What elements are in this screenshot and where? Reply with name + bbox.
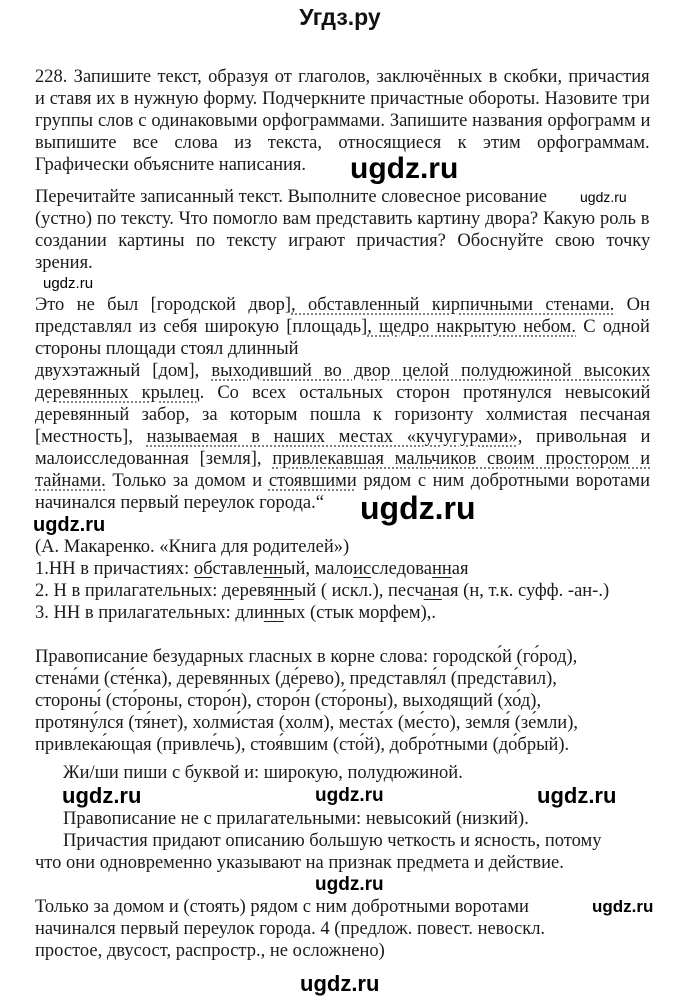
- text-segment: выпишите все слова из текста, относящиеся к этим орфограммам.: [35, 133, 650, 153]
- text-segment: 228. Запишите текст, образуя от глаголов, заключённых в скобки, причастия: [35, 67, 650, 87]
- text-segment: Только за домом и (стоять) рядом с ним добротными воротами: [35, 897, 529, 917]
- watermark: ugdz.ru: [580, 189, 627, 205]
- text-segment: стороны́ (сто́роны, сторо́н), сторо́н (сто́роны), выходящий (хо́д),: [35, 691, 542, 711]
- underlined-letters: нн: [431, 559, 452, 579]
- text-segment: простое, двусост, распростр., не осложнено): [35, 941, 385, 961]
- text-line: [35, 690, 541, 712]
- text-line: [35, 132, 650, 154]
- text-segment: ставле: [212, 559, 264, 579]
- text-line: [35, 404, 650, 426]
- text-line: [35, 558, 469, 580]
- text-line: [35, 186, 547, 208]
- watermark: ugdz.ru: [33, 514, 106, 536]
- underlined-letters: нн: [263, 603, 284, 623]
- text-line: [35, 88, 650, 110]
- text-segment: ый ( искл.), песч: [293, 581, 424, 601]
- text-segment: (устно) по тексту. Что помогло вам представить картину двора? Какую роль в: [35, 209, 650, 229]
- text-segment: 3. НН в прилагательных: дли: [35, 603, 264, 623]
- text-line: [35, 154, 306, 176]
- underlined-letters: об: [193, 559, 213, 579]
- text-segment: [местность],: [35, 427, 147, 447]
- text-segment: (А. Макаренко. «Книга для родителей»): [35, 537, 350, 557]
- watermark: ugdz.ru: [300, 971, 380, 996]
- text-segment: ых (стык морфем),.: [283, 603, 437, 623]
- text-line: [63, 830, 601, 852]
- text-segment: Перечитайте записанный текст. Выполните словесное рисование: [35, 187, 547, 207]
- text-line: [35, 940, 385, 962]
- text-line: [35, 252, 93, 274]
- text-line: [35, 602, 436, 624]
- text-segment: создании картины по тексту играют причастия? Обоснуйте свою точку: [35, 231, 651, 251]
- text-segment: ый, мало: [283, 559, 354, 579]
- text-line: [35, 316, 650, 338]
- text-segment: С одной: [576, 317, 650, 337]
- text-line: [35, 852, 564, 874]
- text-segment: деревянный забор, за которым пошла к горизонту холмистая песчаная: [35, 405, 651, 425]
- text-segment: Жи/ши пиши с буквой и: широкую, полудюжиной.: [63, 763, 463, 783]
- watermark: ugdz.ru: [350, 152, 459, 185]
- watermark: ugdz.ru: [315, 785, 384, 806]
- text-segment: и ставя их в нужную форму. Подчеркните причастные обороты. Назовите три: [35, 89, 650, 109]
- underlined-phrase: стоявшими: [268, 471, 357, 491]
- watermark: ugdz.ru: [62, 783, 142, 808]
- text-line: [35, 338, 299, 360]
- watermark: ugdz.ru: [592, 897, 654, 916]
- text-line: [35, 360, 651, 382]
- text-segment: Правописание не с прилагательными: невысокий (низкий).: [63, 809, 529, 829]
- text-segment: стороны площади стоял длинный: [35, 339, 299, 359]
- underlined-letters: нн: [274, 581, 294, 601]
- text-line: [35, 230, 650, 252]
- text-line: [35, 536, 349, 558]
- text-segment: Это не был [городской двор]: [35, 295, 291, 315]
- underlined-phrase: выходивший во двор целой полудюжиной высоких: [211, 361, 651, 381]
- text-line: [35, 712, 578, 734]
- text-segment: привлека́ющая (привле́чь), стоя́вшим (сто́й), добро́тными (до́брый).: [35, 735, 570, 755]
- text-segment: двухэтажный [дом],: [35, 361, 212, 381]
- text-segment: представлял из себя широкую [площадь]: [35, 317, 368, 337]
- text-line: [35, 382, 650, 404]
- text-segment: Причастия придают описанию большую четкость и ясность, потому: [63, 831, 602, 851]
- watermark: ugdz.ru: [360, 490, 476, 526]
- text-line: [35, 208, 650, 230]
- text-segment: Только за домом и: [105, 471, 269, 491]
- text-line: [35, 470, 650, 492]
- text-segment: 2. Н в прилагательных: деревя: [35, 581, 275, 601]
- text-segment: стена́ми (сте́нка), деревянных (де́рево), представля́л (предста́вил),: [35, 669, 557, 689]
- underlined-letters: ис: [353, 559, 372, 579]
- watermark: ugdz.ru: [43, 275, 94, 292]
- text-line: [63, 762, 463, 784]
- text-segment: начинался первый переулок города.“: [35, 493, 324, 513]
- text-line: [35, 734, 569, 756]
- text-segment: . Со всех остальных сторон протянулся невысокий: [199, 383, 651, 403]
- text-segment: Он: [614, 295, 650, 315]
- text-line: [35, 580, 609, 602]
- underlined-phrase: , обставленный кирпичными стенами.: [291, 295, 615, 315]
- watermark: ugdz.ru: [315, 874, 384, 895]
- text-segment: что они одновременно указывают на признак предмета и действие.: [35, 853, 564, 873]
- text-segment: малоисследованная [земля],: [35, 449, 273, 469]
- text-segment: начинался первый переулок города. 4 (предлож. повест. невоскл.: [35, 919, 546, 939]
- text-segment: ая (н, т.к. суфф. -ан-.): [441, 581, 610, 601]
- site-header: Угдз.ру: [299, 4, 381, 30]
- text-line: [63, 808, 529, 830]
- text-segment: группы слов с одинаковыми орфограммами. Запишите названия орфограмм и: [35, 111, 651, 131]
- text-line: [35, 448, 650, 470]
- underlined-letters: нн: [263, 559, 284, 579]
- text-line: [35, 668, 557, 690]
- text-segment: Правописание безударных гласных в корне слова: городско́й (го́род),: [35, 647, 578, 667]
- text-line: [35, 66, 650, 88]
- underlined-phrase: деревянных крылец: [35, 383, 200, 403]
- underlined-phrase: , щедро накрытую небом.: [367, 317, 577, 337]
- text-line: [35, 492, 324, 514]
- text-segment: рядом с ним добротными воротами: [356, 471, 651, 491]
- underlined-phrase: называемая в наших местах «кучугурами»: [146, 427, 518, 447]
- text-segment: протяну́лся (тя́нет), холми́стая (холм), места́х (ме́сто), земля́ (зе́мли),: [35, 713, 578, 733]
- text-line: [35, 426, 650, 448]
- text-segment: зрения.: [35, 253, 93, 273]
- watermark: ugdz.ru: [537, 783, 617, 808]
- text-segment: Графически объясните написания.: [35, 155, 307, 175]
- text-line: [35, 294, 650, 316]
- underlined-phrase: привлекавшая мальчиков своим простором и: [272, 449, 651, 469]
- text-segment: следова: [371, 559, 432, 579]
- underlined-letters: ан: [423, 581, 442, 601]
- text-segment: ая: [451, 559, 469, 579]
- text-line: [35, 896, 529, 918]
- text-line: [35, 646, 577, 668]
- text-segment: , привольная и: [517, 427, 651, 447]
- text-line: [35, 918, 545, 940]
- text-segment: 1.НН в причастиях:: [35, 559, 194, 579]
- text-line: [35, 110, 650, 132]
- underlined-phrase: тайнами.: [35, 471, 106, 491]
